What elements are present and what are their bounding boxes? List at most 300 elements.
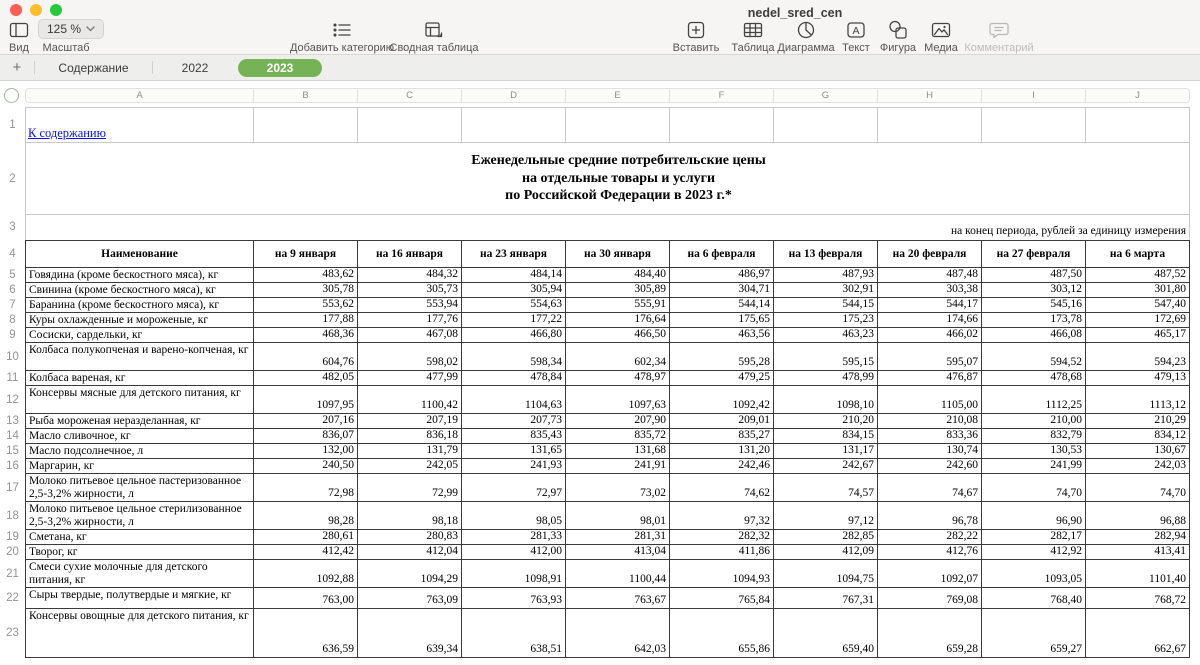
price-cell[interactable]: 131,65 bbox=[462, 444, 566, 459]
price-cell[interactable]: 1094,75 bbox=[774, 560, 878, 588]
toolbar bbox=[0, 0, 1200, 55]
table-corner-handle[interactable] bbox=[4, 88, 19, 103]
price-cell[interactable]: 72,97 bbox=[462, 474, 566, 502]
window-title: nedel_sred_cen bbox=[747, 6, 843, 20]
price-cell[interactable]: 411,86 bbox=[670, 545, 774, 560]
price-cell[interactable]: 763,00 bbox=[254, 588, 358, 609]
price-cell[interactable]: 97,12 bbox=[774, 502, 878, 530]
price-cell[interactable]: 209,01 bbox=[670, 414, 774, 429]
column-header-G[interactable]: G bbox=[774, 88, 878, 103]
price-cell[interactable]: 412,92 bbox=[982, 545, 1086, 560]
close-window-button[interactable] bbox=[10, 4, 22, 16]
price-cell[interactable]: 602,34 bbox=[566, 343, 670, 371]
price-cell[interactable]: 835,72 bbox=[566, 429, 670, 444]
table-row bbox=[0, 588, 1190, 609]
price-cell[interactable]: 1100,42 bbox=[358, 386, 462, 414]
price-cell[interactable]: 1100,44 bbox=[566, 560, 670, 588]
row-number[interactable]: 4 bbox=[9, 247, 16, 260]
add-category-button[interactable]: Добавить категорию bbox=[289, 42, 395, 54]
price-cell[interactable]: 595,15 bbox=[774, 343, 878, 371]
price-cell[interactable]: 207,19 bbox=[358, 414, 462, 429]
column-header-E[interactable]: E bbox=[566, 88, 670, 103]
price-cell[interactable]: 177,88 bbox=[254, 313, 358, 328]
comment-icon bbox=[988, 19, 1010, 41]
price-cell[interactable]: 302,91 bbox=[774, 283, 878, 298]
price-cell[interactable]: 598,02 bbox=[358, 343, 462, 371]
price-cell[interactable]: 172,69 bbox=[1086, 313, 1190, 328]
price-cell[interactable]: 412,09 bbox=[774, 545, 878, 560]
price-cell[interactable]: 477,99 bbox=[358, 371, 462, 386]
price-cell[interactable]: 1097,63 bbox=[566, 386, 670, 414]
price-cell[interactable]: 768,72 bbox=[1086, 588, 1190, 609]
price-cell[interactable]: 131,20 bbox=[670, 444, 774, 459]
price-cell[interactable]: 242,67 bbox=[774, 459, 878, 474]
price-cell[interactable]: 1104,63 bbox=[462, 386, 566, 414]
column-header-B[interactable]: B bbox=[254, 88, 358, 103]
row-number[interactable]: 20 bbox=[6, 546, 19, 558]
table-row bbox=[0, 474, 1190, 502]
row-number[interactable]: 17 bbox=[6, 481, 19, 494]
row-number[interactable]: 18 bbox=[6, 509, 19, 522]
price-cell[interactable]: 468,36 bbox=[254, 328, 358, 343]
table-row bbox=[0, 545, 1190, 560]
price-table bbox=[0, 107, 1190, 658]
item-name-cell[interactable]: Маргарин, кг bbox=[25, 459, 254, 474]
price-cell[interactable]: 487,48 bbox=[878, 268, 982, 283]
price-cell[interactable]: 594,23 bbox=[1086, 343, 1190, 371]
row-number[interactable]: 19 bbox=[6, 531, 19, 543]
item-name-cell[interactable]: Сыры твердые, полутвердые и мягкие, кг bbox=[25, 588, 254, 609]
add-category-icon[interactable] bbox=[331, 19, 353, 41]
price-cell[interactable]: 484,40 bbox=[566, 268, 670, 283]
text-button[interactable]: Текст bbox=[842, 42, 870, 54]
sheet-title-line-3: по Российской Федерации в 2023 г.* bbox=[505, 188, 732, 204]
price-cell[interactable]: 72,99 bbox=[358, 474, 462, 502]
price-cell[interactable]: 412,00 bbox=[462, 545, 566, 560]
price-cell[interactable]: 642,03 bbox=[566, 609, 670, 658]
price-cell[interactable]: 763,09 bbox=[358, 588, 462, 609]
price-cell[interactable]: 553,94 bbox=[358, 298, 462, 313]
price-cell[interactable]: 175,65 bbox=[670, 313, 774, 328]
column-header-F[interactable]: F bbox=[670, 88, 774, 103]
price-cell[interactable]: 833,36 bbox=[878, 429, 982, 444]
price-cell[interactable]: 207,73 bbox=[462, 414, 566, 429]
row-number[interactable]: 9 bbox=[9, 329, 16, 341]
header-date-cell[interactable]: на 30 января bbox=[566, 240, 670, 268]
shape-icon[interactable] bbox=[887, 19, 909, 41]
price-cell[interactable]: 1094,93 bbox=[670, 560, 774, 588]
chevron-down-icon bbox=[86, 26, 95, 32]
price-cell[interactable]: 466,80 bbox=[462, 328, 566, 343]
price-cell[interactable]: 655,86 bbox=[670, 609, 774, 658]
item-name-cell[interactable]: Консервы овощные для детского питания, кг bbox=[25, 609, 254, 658]
price-cell[interactable]: 544,17 bbox=[878, 298, 982, 313]
media-button[interactable]: Медиа bbox=[924, 42, 958, 54]
price-cell[interactable]: 242,46 bbox=[670, 459, 774, 474]
table-row bbox=[0, 530, 1190, 545]
chart-button[interactable]: Диаграмма bbox=[777, 42, 835, 54]
table-of-contents-link[interactable]: К содержанию bbox=[28, 126, 106, 140]
column-header-D[interactable]: D bbox=[462, 88, 566, 103]
table-row bbox=[0, 343, 1190, 371]
price-cell[interactable]: 412,04 bbox=[358, 545, 462, 560]
table-row bbox=[0, 502, 1190, 530]
table-row bbox=[0, 268, 1190, 283]
chart-icon[interactable] bbox=[795, 19, 817, 41]
price-cell[interactable]: 484,14 bbox=[462, 268, 566, 283]
price-cell[interactable]: 1105,00 bbox=[878, 386, 982, 414]
price-cell[interactable]: 74,70 bbox=[982, 474, 1086, 502]
price-cell[interactable]: 242,60 bbox=[878, 459, 982, 474]
price-cell[interactable]: 97,32 bbox=[670, 502, 774, 530]
row-number[interactable]: 22 bbox=[6, 592, 19, 604]
price-cell[interactable]: 242,05 bbox=[358, 459, 462, 474]
table-row bbox=[0, 386, 1190, 414]
price-cell[interactable]: 1112,25 bbox=[982, 386, 1086, 414]
price-cell[interactable]: 413,04 bbox=[566, 545, 670, 560]
price-cell[interactable]: 282,94 bbox=[1086, 530, 1190, 545]
item-name-cell[interactable]: Творог, кг bbox=[25, 545, 254, 560]
price-cell[interactable]: 303,38 bbox=[878, 283, 982, 298]
shape-button[interactable]: Фигура bbox=[879, 42, 917, 54]
price-cell[interactable]: 177,22 bbox=[462, 313, 566, 328]
price-cell[interactable]: 282,32 bbox=[670, 530, 774, 545]
header-date-cell[interactable]: на 6 февраля bbox=[670, 240, 774, 268]
sheet-title-cell[interactable] bbox=[25, 143, 1190, 215]
price-cell[interactable]: 74,67 bbox=[878, 474, 982, 502]
price-cell[interactable]: 282,85 bbox=[774, 530, 878, 545]
price-cell[interactable]: 486,97 bbox=[670, 268, 774, 283]
price-cell[interactable]: 482,05 bbox=[254, 371, 358, 386]
column-header-C[interactable]: C bbox=[358, 88, 462, 103]
price-cell[interactable]: 1093,05 bbox=[982, 560, 1086, 588]
price-cell[interactable]: 639,34 bbox=[358, 609, 462, 658]
table-row bbox=[0, 414, 1190, 429]
price-cell[interactable]: 74,70 bbox=[1086, 474, 1190, 502]
price-cell[interactable]: 769,08 bbox=[878, 588, 982, 609]
price-cell[interactable]: 466,50 bbox=[566, 328, 670, 343]
comment-button: Комментарий bbox=[964, 42, 1034, 54]
price-cell[interactable]: 484,32 bbox=[358, 268, 462, 283]
table-row bbox=[0, 313, 1190, 328]
price-cell[interactable]: 836,18 bbox=[358, 429, 462, 444]
price-cell[interactable]: 483,62 bbox=[254, 268, 358, 283]
header-date-cell[interactable]: на 13 февраля bbox=[774, 240, 878, 268]
item-name-cell[interactable]: Молоко питьевое цельное пастеризованное 2,5-3,2% жирности, л bbox=[25, 474, 254, 502]
item-name-cell[interactable]: Смеси сухие молочные для детского питания, кг bbox=[25, 560, 254, 588]
price-cell[interactable]: 465,17 bbox=[1086, 328, 1190, 343]
column-header-A[interactable]: A bbox=[25, 88, 254, 103]
price-cell[interactable]: 555,91 bbox=[566, 298, 670, 313]
sheet-tab-bar bbox=[0, 55, 1200, 81]
price-cell[interactable]: 768,40 bbox=[982, 588, 1086, 609]
zoom-window-button[interactable] bbox=[50, 4, 62, 16]
price-cell[interactable]: 479,13 bbox=[1086, 371, 1190, 386]
table-row bbox=[0, 560, 1190, 588]
row-number[interactable]: 2 bbox=[9, 172, 16, 185]
table-row bbox=[0, 283, 1190, 298]
view-button[interactable]: Вид bbox=[9, 42, 29, 54]
price-cell[interactable]: 173,78 bbox=[982, 313, 1086, 328]
price-cell[interactable]: 242,03 bbox=[1086, 459, 1190, 474]
item-name-cell[interactable]: Консервы мясные для детского питания, кг bbox=[25, 386, 254, 414]
price-cell[interactable]: 98,18 bbox=[358, 502, 462, 530]
header-date-cell[interactable]: на 6 марта bbox=[1086, 240, 1190, 268]
price-cell[interactable]: 1113,12 bbox=[1086, 386, 1190, 414]
price-cell[interactable]: 553,62 bbox=[254, 298, 358, 313]
row-number[interactable]: 10 bbox=[6, 350, 19, 363]
row-number[interactable]: 21 bbox=[6, 567, 19, 580]
price-cell[interactable]: 765,84 bbox=[670, 588, 774, 609]
price-cell[interactable]: 466,08 bbox=[982, 328, 1086, 343]
price-cell[interactable]: 174,66 bbox=[878, 313, 982, 328]
price-cell[interactable]: 598,34 bbox=[462, 343, 566, 371]
cell-a1[interactable] bbox=[25, 107, 254, 143]
price-cell[interactable]: 1092,42 bbox=[670, 386, 774, 414]
table-row bbox=[0, 429, 1190, 444]
price-cell[interactable]: 544,15 bbox=[774, 298, 878, 313]
row-number[interactable]: 13 bbox=[6, 415, 19, 427]
row-number[interactable]: 8 bbox=[9, 314, 16, 326]
item-name-cell[interactable]: Сосиски, сардельки, кг bbox=[25, 328, 254, 343]
price-cell[interactable]: 604,76 bbox=[254, 343, 358, 371]
price-cell[interactable]: 96,90 bbox=[982, 502, 1086, 530]
price-cell[interactable]: 1098,10 bbox=[774, 386, 878, 414]
price-cell[interactable]: 467,08 bbox=[358, 328, 462, 343]
insert-icon[interactable] bbox=[685, 19, 707, 41]
price-cell[interactable]: 131,17 bbox=[774, 444, 878, 459]
price-cell[interactable]: 1092,07 bbox=[878, 560, 982, 588]
price-cell[interactable]: 130,74 bbox=[878, 444, 982, 459]
table-row bbox=[0, 609, 1190, 658]
table-row bbox=[0, 371, 1190, 386]
price-cell[interactable]: 210,29 bbox=[1086, 414, 1190, 429]
price-cell[interactable]: 487,52 bbox=[1086, 268, 1190, 283]
price-cell[interactable]: 131,68 bbox=[566, 444, 670, 459]
price-cell[interactable]: 72,98 bbox=[254, 474, 358, 502]
price-cell[interactable]: 210,00 bbox=[982, 414, 1086, 429]
price-cell[interactable]: 547,40 bbox=[1086, 298, 1190, 313]
price-cell[interactable]: 479,25 bbox=[670, 371, 774, 386]
item-name-cell[interactable]: Колбаса полукопченая и варено-копченая, кг bbox=[25, 343, 254, 371]
price-cell[interactable]: 1092,88 bbox=[254, 560, 358, 588]
price-cell[interactable]: 303,12 bbox=[982, 283, 1086, 298]
price-cell[interactable]: 659,28 bbox=[878, 609, 982, 658]
price-cell[interactable]: 834,15 bbox=[774, 429, 878, 444]
table-insert-button[interactable]: Таблица bbox=[731, 42, 775, 54]
item-name-cell[interactable]: Масло подсолнечное, л bbox=[25, 444, 254, 459]
add-sheet-button[interactable]: + bbox=[12, 59, 22, 76]
price-cell[interactable]: 487,93 bbox=[774, 268, 878, 283]
sheet-title-line-1: Еженедельные средние потребительские цены bbox=[471, 153, 766, 169]
price-cell[interactable]: 476,87 bbox=[878, 371, 982, 386]
price-cell[interactable]: 478,84 bbox=[462, 371, 566, 386]
sheet-tab-2023[interactable]: 2023 bbox=[238, 59, 322, 77]
price-cell[interactable]: 412,42 bbox=[254, 545, 358, 560]
table-row bbox=[0, 328, 1190, 343]
header-name-cell[interactable]: Наименование bbox=[25, 240, 254, 268]
price-cell[interactable]: 1094,29 bbox=[358, 560, 462, 588]
item-name-cell[interactable]: Говядина (кроме бескостного мяса), кг bbox=[25, 268, 254, 283]
sheet-canvas[interactable] bbox=[0, 81, 1200, 664]
row-number[interactable]: 12 bbox=[6, 393, 19, 406]
column-header-J[interactable]: J bbox=[1086, 88, 1190, 103]
item-name-cell[interactable]: Молоко питьевое цельное стерилизованное 2,5-3,2% жирности, л bbox=[25, 502, 254, 530]
price-cell[interactable]: 595,07 bbox=[878, 343, 982, 371]
price-cell[interactable]: 96,78 bbox=[878, 502, 982, 530]
header-date-cell[interactable]: на 16 января bbox=[358, 240, 462, 268]
price-cell[interactable]: 304,71 bbox=[670, 283, 774, 298]
price-cell[interactable]: 544,14 bbox=[670, 298, 774, 313]
price-cell[interactable]: 177,76 bbox=[358, 313, 462, 328]
price-table-body bbox=[0, 268, 1190, 658]
price-cell[interactable]: 478,97 bbox=[566, 371, 670, 386]
row-number[interactable]: 14 bbox=[6, 430, 19, 442]
price-cell[interactable]: 132,00 bbox=[254, 444, 358, 459]
price-cell[interactable]: 176,64 bbox=[566, 313, 670, 328]
price-cell[interactable]: 835,43 bbox=[462, 429, 566, 444]
header-date-cell[interactable]: на 23 января bbox=[462, 240, 566, 268]
price-cell[interactable]: 241,91 bbox=[566, 459, 670, 474]
table-row bbox=[0, 444, 1190, 459]
table-icon[interactable] bbox=[742, 19, 764, 41]
price-cell[interactable]: 282,22 bbox=[878, 530, 982, 545]
row-number[interactable]: 1 bbox=[9, 118, 16, 131]
column-headers bbox=[25, 88, 1190, 103]
price-cell[interactable]: 210,20 bbox=[774, 414, 878, 429]
price-cell[interactable]: 832,79 bbox=[982, 429, 1086, 444]
zoom-label: Масштаб bbox=[42, 42, 90, 54]
price-cell[interactable]: 207,90 bbox=[566, 414, 670, 429]
price-cell[interactable]: 412,76 bbox=[878, 545, 982, 560]
row-number[interactable]: 11 bbox=[6, 372, 19, 384]
price-cell[interactable]: 767,31 bbox=[774, 588, 878, 609]
price-cell[interactable]: 1097,95 bbox=[254, 386, 358, 414]
svg-text:A: A bbox=[852, 25, 860, 37]
price-cell[interactable]: 74,57 bbox=[774, 474, 878, 502]
price-cell[interactable]: 463,56 bbox=[670, 328, 774, 343]
price-cell[interactable]: 1101,40 bbox=[1086, 560, 1190, 588]
price-cell[interactable]: 834,12 bbox=[1086, 429, 1190, 444]
price-cell[interactable]: 595,28 bbox=[670, 343, 774, 371]
column-header-H[interactable]: H bbox=[878, 88, 982, 103]
price-cell[interactable]: 662,67 bbox=[1086, 609, 1190, 658]
text-icon[interactable] bbox=[845, 19, 867, 41]
header-date-cell[interactable]: на 20 февраля bbox=[878, 240, 982, 268]
price-cell[interactable]: 241,99 bbox=[982, 459, 1086, 474]
zoom-value: 125 % bbox=[47, 22, 82, 36]
price-cell[interactable]: 241,93 bbox=[462, 459, 566, 474]
item-name-cell[interactable]: Свинина (кроме бескостного мяса), кг bbox=[25, 283, 254, 298]
price-cell[interactable]: 463,23 bbox=[774, 328, 878, 343]
price-cell[interactable]: 305,94 bbox=[462, 283, 566, 298]
row-number[interactable]: 15 bbox=[6, 445, 19, 457]
insert-button[interactable]: Вставить bbox=[672, 42, 720, 54]
row-number[interactable]: 6 bbox=[9, 284, 16, 296]
price-cell[interactable]: 659,40 bbox=[774, 609, 878, 658]
sheet-tab-Содержание[interactable]: Содержание bbox=[58, 60, 129, 75]
table-row bbox=[0, 459, 1190, 474]
item-name-cell[interactable]: Колбаса вареная, кг bbox=[25, 371, 254, 386]
sheet-tab-2022[interactable]: 2022 bbox=[181, 60, 209, 75]
price-cell[interactable]: 207,16 bbox=[254, 414, 358, 429]
price-cell[interactable]: 466,02 bbox=[878, 328, 982, 343]
price-cell[interactable]: 305,78 bbox=[254, 283, 358, 298]
price-cell[interactable]: 305,89 bbox=[566, 283, 670, 298]
sidebar-view-icon[interactable] bbox=[8, 19, 30, 41]
price-cell[interactable]: 478,99 bbox=[774, 371, 878, 386]
row-number[interactable]: 23 bbox=[6, 627, 19, 639]
price-cell[interactable]: 763,67 bbox=[566, 588, 670, 609]
price-cell[interactable]: 73,02 bbox=[566, 474, 670, 502]
row-number[interactable]: 3 bbox=[9, 221, 16, 233]
sheet-title-line-2: на отдельные товары и услуги bbox=[521, 170, 716, 186]
price-cell[interactable]: 301,80 bbox=[1086, 283, 1190, 298]
row-number[interactable]: 7 bbox=[9, 299, 16, 311]
pivot-table-button[interactable]: Сводная таблица bbox=[389, 42, 479, 54]
price-cell[interactable]: 594,52 bbox=[982, 343, 1086, 371]
price-cell[interactable]: 305,73 bbox=[358, 283, 462, 298]
row-number[interactable]: 16 bbox=[6, 460, 19, 472]
price-cell[interactable]: 636,59 bbox=[254, 609, 358, 658]
window-controls bbox=[10, 4, 62, 16]
item-name-cell[interactable]: Куры охлажденные и мороженые, кг bbox=[25, 313, 254, 328]
price-cell[interactable]: 175,23 bbox=[774, 313, 878, 328]
price-cell[interactable]: 98,01 bbox=[566, 502, 670, 530]
price-cell[interactable]: 545,16 bbox=[982, 298, 1086, 313]
price-cell[interactable]: 763,93 bbox=[462, 588, 566, 609]
price-cell[interactable]: 210,08 bbox=[878, 414, 982, 429]
units-note-cell[interactable]: на конец периода, рублей за единицу измерения bbox=[25, 215, 1190, 240]
price-cell[interactable]: 281,31 bbox=[566, 530, 670, 545]
item-name-cell[interactable]: Масло сливочное, кг bbox=[25, 429, 254, 444]
header-date-cell[interactable]: на 9 января bbox=[254, 240, 358, 268]
price-cell[interactable]: 1098,91 bbox=[462, 560, 566, 588]
price-cell[interactable]: 131,79 bbox=[358, 444, 462, 459]
price-cell[interactable]: 98,28 bbox=[254, 502, 358, 530]
price-cell[interactable]: 280,61 bbox=[254, 530, 358, 545]
pivot-table-icon[interactable] bbox=[423, 19, 445, 41]
price-cell[interactable]: 240,50 bbox=[254, 459, 358, 474]
price-cell[interactable]: 659,27 bbox=[982, 609, 1086, 658]
price-cell[interactable]: 74,62 bbox=[670, 474, 774, 502]
price-cell[interactable]: 281,33 bbox=[462, 530, 566, 545]
price-cell[interactable]: 98,05 bbox=[462, 502, 566, 530]
item-name-cell[interactable]: Сметана, кг bbox=[25, 530, 254, 545]
media-icon[interactable] bbox=[930, 19, 952, 41]
item-name-cell[interactable]: Баранина (кроме бескостного мяса), кг bbox=[25, 298, 254, 313]
row-number[interactable]: 5 bbox=[9, 269, 16, 281]
price-cell[interactable]: 130,67 bbox=[1086, 444, 1190, 459]
price-cell[interactable]: 96,88 bbox=[1086, 502, 1190, 530]
price-cell[interactable]: 554,63 bbox=[462, 298, 566, 313]
price-cell[interactable]: 836,07 bbox=[254, 429, 358, 444]
table-row bbox=[0, 298, 1190, 313]
header-date-cell[interactable]: на 27 февраля bbox=[982, 240, 1086, 268]
price-cell[interactable]: 282,17 bbox=[982, 530, 1086, 545]
price-cell[interactable]: 638,51 bbox=[462, 609, 566, 658]
price-cell[interactable]: 835,27 bbox=[670, 429, 774, 444]
zoom-dropdown[interactable] bbox=[38, 19, 104, 39]
price-cell[interactable]: 487,50 bbox=[982, 268, 1086, 283]
price-cell[interactable]: 478,68 bbox=[982, 371, 1086, 386]
price-cell[interactable]: 280,83 bbox=[358, 530, 462, 545]
minimize-window-button[interactable] bbox=[30, 4, 42, 16]
price-cell[interactable]: 413,41 bbox=[1086, 545, 1190, 560]
column-header-I[interactable]: I bbox=[982, 88, 1086, 103]
item-name-cell[interactable]: Рыба мороженая неразделанная, кг bbox=[25, 414, 254, 429]
price-cell[interactable]: 130,53 bbox=[982, 444, 1086, 459]
